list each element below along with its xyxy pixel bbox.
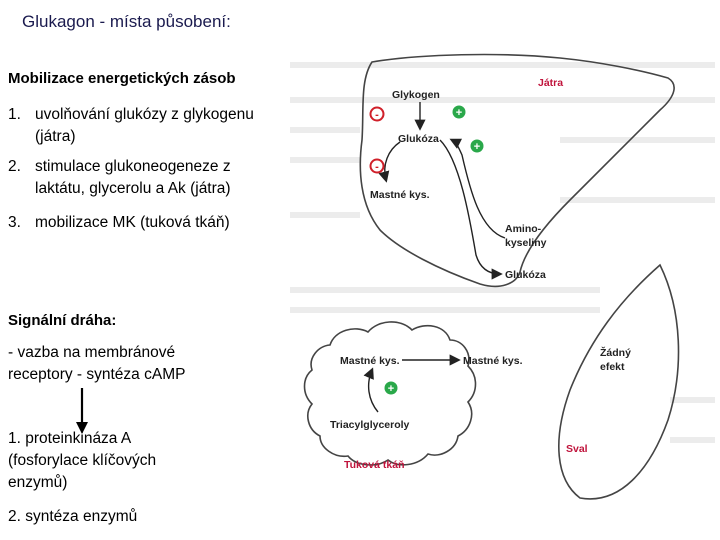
amino-to-glucose-arrow (452, 140, 505, 238)
item-number: 2. (8, 158, 21, 175)
svg-text:-: - (375, 161, 379, 173)
plus-icon (471, 140, 484, 154)
glucose-export-arrow (440, 140, 500, 274)
item-number: 1. (8, 106, 21, 123)
triacylglycerols-label: Triacylglyceroly (330, 419, 410, 431)
signal-heading: Signální dráha: (8, 312, 117, 329)
signal-text: - vazba na membránové (8, 344, 176, 361)
glucose-label: Glukóza (398, 133, 439, 145)
svg-text:+: + (473, 141, 481, 153)
minus-icon (371, 160, 384, 174)
item-text-cont: laktátu, glycerolu a Ak (játra) (35, 180, 231, 197)
glucose-output-label: Glukóza (505, 269, 546, 281)
no-effect-label-cont: efekt (600, 361, 625, 373)
adipose-fatty-acids-label: Mastné kys. (340, 355, 400, 367)
item-number: 3. (8, 214, 21, 231)
muscle-outline (559, 265, 679, 499)
item-text: stimulace glukoneogeneze z (35, 158, 231, 175)
plus-icon (453, 106, 466, 120)
plus-icon (385, 382, 398, 396)
item-text-cont: (játra) (35, 128, 76, 145)
lipolysis-arrow (369, 370, 378, 412)
page-title: Glukagon - místa působení: (22, 12, 231, 31)
signal-step: 2. syntéza enzymů (8, 508, 138, 525)
fatty-acids-label: Mastné kys. (370, 189, 430, 201)
no-effect-label: Žádný (600, 347, 631, 359)
item-text: uvolňování glukózy z glykogenu (35, 106, 254, 123)
amino-acids-label-cont: kyseliny (505, 237, 547, 249)
item-text: mobilizace MK (tuková tkáň) (35, 214, 230, 231)
signal-step: (fosforylace klíčových (8, 452, 157, 469)
signal-text: receptory - syntéza cAMP (8, 366, 186, 383)
signal-step: enzymů) (8, 474, 68, 491)
glucose-to-fatty-acids-arrow (385, 142, 400, 180)
svg-text:+: + (455, 107, 463, 119)
background-texture (290, 65, 715, 440)
muscle-label: Sval (566, 443, 588, 455)
mobilization-heading: Mobilizace energetických zásob (8, 70, 236, 87)
adipose-tissue-label: Tuková tkáň (344, 459, 405, 471)
signal-step: 1. proteinkináza A (8, 430, 132, 447)
glycogen-label: Glykogen (392, 89, 440, 101)
svg-text:-: - (375, 109, 379, 121)
svg-text:+: + (387, 383, 395, 395)
liver-label: Játra (538, 77, 564, 89)
minus-icon (371, 108, 384, 122)
amino-acids-label: Amino- (505, 223, 542, 235)
released-fatty-acids-label: Mastné kys. (463, 355, 523, 367)
